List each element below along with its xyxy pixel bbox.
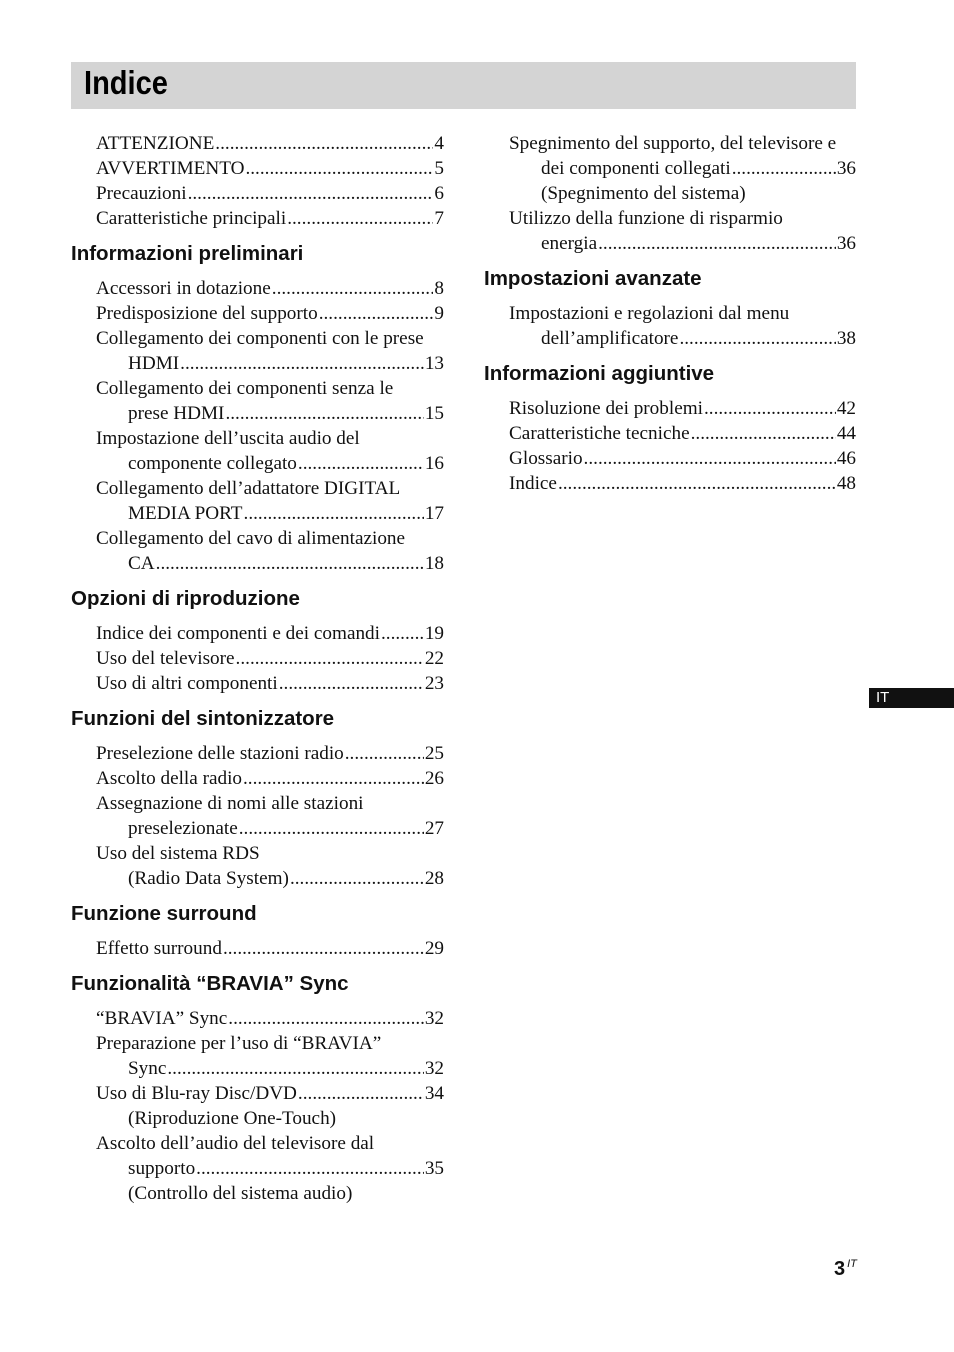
toc-entry-page: 23: [424, 673, 444, 694]
toc-entry[interactable]: [509, 471, 856, 496]
toc-entry-page: 46: [836, 448, 856, 469]
section-heading: Opzioni di riproduzione: [71, 587, 300, 610]
toc-leader-dots: [236, 646, 424, 671]
toc-leader-dots: [319, 301, 434, 326]
toc-entry-page: 15: [424, 403, 444, 424]
toc-entry[interactable]: [96, 646, 444, 671]
toc-leader-dots: [584, 446, 836, 471]
page-number-value: 3: [834, 1258, 846, 1280]
toc-entry[interactable]: [96, 791, 444, 841]
toc-entry-line: [509, 421, 856, 446]
toc-entry-line: [96, 741, 444, 766]
toc-entry[interactable]: [509, 131, 856, 206]
toc-leader-dots: [225, 401, 423, 426]
toc-entry-line: [96, 866, 444, 891]
toc-entry-line: [96, 276, 444, 301]
toc-entry-page: 44: [836, 423, 856, 444]
toc-entry[interactable]: [96, 476, 444, 526]
section-heading: Informazioni aggiuntive: [484, 362, 715, 385]
toc-entry[interactable]: [96, 621, 444, 646]
toc-entry-title: energia: [541, 233, 598, 254]
toc-entry-line: [509, 446, 856, 471]
toc-entry-first-line: Collegamento dei componenti senza le: [96, 378, 394, 399]
title-bar: [71, 62, 856, 109]
toc-entry-page: 8: [434, 278, 444, 299]
toc-entry-title: prese HDMI: [128, 403, 225, 424]
toc-entry-line: [96, 301, 444, 326]
toc-entry-first-line: Assegnazione di nomi alle stazioni: [96, 793, 364, 814]
toc-entry-page: 16: [424, 453, 444, 474]
toc-entry[interactable]: [96, 526, 444, 576]
toc-entry[interactable]: [96, 376, 444, 426]
toc-entry-line: [509, 231, 856, 256]
toc-entry-line: [96, 671, 444, 696]
section-heading: Funzionalità “BRAVIA” Sync: [71, 972, 349, 995]
toc-leader-dots: [223, 936, 424, 961]
toc-entry-page: 27: [424, 818, 444, 839]
toc-entry-title: Indice: [509, 473, 557, 494]
toc-entry-line: [96, 621, 444, 646]
toc-entry-line: [96, 816, 444, 841]
toc-entry-title: Ascolto della radio: [96, 768, 242, 789]
toc-entry[interactable]: [96, 301, 444, 326]
toc-leader-dots: [239, 816, 424, 841]
toc-entry-line: [509, 326, 856, 351]
toc-entry[interactable]: [96, 156, 444, 181]
toc-entry-page: 4: [434, 133, 444, 154]
toc-entry-title: Indice dei componenti e dei comandi: [96, 623, 380, 644]
toc-entry[interactable]: [96, 741, 444, 766]
toc-entry-line: [96, 501, 444, 526]
toc-entry[interactable]: [96, 841, 444, 891]
toc-entry-line: [96, 156, 444, 181]
toc-leader-dots: [245, 156, 433, 181]
toc-entry-title: Caratteristiche tecniche: [509, 423, 690, 444]
toc-entry[interactable]: [96, 326, 444, 376]
toc-entry-line: [96, 936, 444, 961]
toc-entry-line: [96, 1081, 444, 1106]
toc-entry-first-line: Spegnimento del supporto, del televisore e: [509, 133, 837, 154]
toc-entry-line: [96, 131, 444, 156]
toc-entry-title: Predisposizione del supporto: [96, 303, 318, 324]
toc-entry[interactable]: [96, 276, 444, 301]
toc-entry-page: 6: [434, 183, 444, 204]
toc-leader-dots: [732, 156, 836, 181]
toc-entry[interactable]: [509, 301, 856, 351]
toc-entry-note: (Controllo del sistema audio): [128, 1183, 353, 1204]
page-title: Indice: [84, 64, 168, 101]
toc-entry[interactable]: [96, 426, 444, 476]
toc-entry-page: 34: [424, 1083, 444, 1104]
toc-entry-line: [96, 206, 444, 231]
toc-leader-dots: [272, 276, 434, 301]
toc-entry[interactable]: [96, 671, 444, 696]
toc-entry-page: 22: [424, 648, 444, 669]
toc-leader-dots: [691, 421, 836, 446]
toc-entry-page: 35: [424, 1158, 444, 1179]
toc-entry-title: Caratteristiche principali: [96, 208, 287, 229]
toc-entry-title: (Radio Data System): [128, 868, 289, 889]
toc-entry-title: “BRAVIA” Sync: [96, 1008, 228, 1029]
toc-entry-title: Sync: [128, 1058, 167, 1079]
section-heading: Funzione surround: [71, 902, 257, 925]
toc-entry-line: [96, 646, 444, 671]
toc-leader-dots: [290, 866, 424, 891]
toc-entry-page: 17: [424, 503, 444, 524]
toc-leader-dots: [156, 551, 424, 576]
toc-entry-page: 5: [434, 158, 444, 179]
toc-leader-dots: [244, 501, 424, 526]
toc-entry-title: ATTENZIONE: [96, 133, 215, 154]
toc-leader-dots: [188, 181, 434, 206]
toc-entry[interactable]: [96, 206, 444, 231]
toc-entry-page: 32: [424, 1058, 444, 1079]
toc-leader-dots: [679, 326, 835, 351]
toc-entry-page: 32: [424, 1008, 444, 1029]
toc-entry-line: [96, 351, 444, 376]
toc-entry-title: Uso del televisore: [96, 648, 235, 669]
toc-entry-first-line: Impostazioni e regolazioni dal menu: [509, 303, 790, 324]
toc-entry-title: Preselezione delle stazioni radio: [96, 743, 344, 764]
toc-entry-line: [96, 1156, 444, 1181]
toc-entry-page: 29: [424, 938, 444, 959]
toc-right-column: [484, 131, 856, 496]
page-number-suffix: IT: [847, 1258, 857, 1270]
language-tab: IT: [869, 688, 954, 708]
toc-leader-dots: [598, 231, 836, 256]
toc-leader-dots: [180, 351, 424, 376]
toc-entry-line: [96, 181, 444, 206]
toc-entry[interactable]: [96, 936, 444, 961]
toc-entry-page: 36: [836, 233, 856, 254]
toc-entry-first-line: Collegamento dell’adattatore DIGITAL: [96, 478, 401, 499]
toc-entry[interactable]: [96, 131, 444, 156]
toc-entry-page: 13: [424, 353, 444, 374]
toc-entry[interactable]: [96, 1081, 444, 1131]
toc-leader-dots: [243, 766, 424, 791]
toc-entry-first-line: Uso del sistema RDS: [96, 843, 260, 864]
toc-entry-title: preselezionate: [128, 818, 238, 839]
toc-entry-title: Effetto surround: [96, 938, 222, 959]
toc-entry-title: componente collegato: [128, 453, 297, 474]
toc-entry-page: 28: [424, 868, 444, 889]
toc-leader-dots: [279, 671, 424, 696]
toc-entry-title: Precauzioni: [96, 183, 187, 204]
toc-entry-title: AVVERTIMENTO: [96, 158, 245, 179]
toc-entry[interactable]: [96, 1131, 444, 1206]
toc-entry[interactable]: [96, 766, 444, 791]
toc-leader-dots: [228, 1006, 424, 1031]
toc-entry-first-line: Collegamento del cavo di alimentazione: [96, 528, 406, 549]
toc-entry-first-line: Utilizzo della funzione di risparmio: [509, 208, 783, 229]
toc-entry[interactable]: [509, 421, 856, 446]
toc-entry-title: Accessori in dotazione: [96, 278, 271, 299]
toc-entry-title: dell’amplificatore: [541, 328, 679, 349]
toc-entry[interactable]: [509, 396, 856, 421]
toc-entry[interactable]: [509, 206, 856, 256]
toc-entry-note: (Spegnimento del sistema): [541, 183, 746, 204]
toc-leader-dots: [298, 451, 424, 476]
toc-left-column: [71, 131, 444, 1206]
toc-entry[interactable]: [96, 1031, 444, 1081]
toc-entry-page: 7: [434, 208, 444, 229]
toc-entry-line: [509, 396, 856, 421]
toc-entry-title: supporto: [128, 1158, 196, 1179]
toc-entry-first-line: Preparazione per l’uso di “BRAVIA”: [96, 1033, 382, 1054]
toc-entry-line: [509, 471, 856, 496]
toc-leader-dots: [196, 1156, 424, 1181]
toc-leader-dots: [298, 1081, 424, 1106]
toc-entry-first-line: Ascolto dell’audio del televisore dal: [96, 1133, 375, 1154]
section-heading: Funzioni del sintonizzatore: [71, 707, 335, 730]
toc-entry-page: 48: [836, 473, 856, 494]
toc-entry-first-line: Collegamento dei componenti con le prese: [96, 328, 424, 349]
toc-leader-dots: [558, 471, 836, 496]
section-heading: Informazioni preliminari: [71, 242, 304, 265]
toc-entry-page: 38: [836, 328, 856, 349]
toc-leader-dots: [287, 206, 433, 231]
toc-entry-line: [96, 451, 444, 476]
toc-leader-dots: [345, 741, 424, 766]
toc-entry-title: HDMI: [128, 353, 180, 374]
toc-leader-dots: [704, 396, 836, 421]
toc-entry-line: [96, 1056, 444, 1081]
toc-entry[interactable]: [96, 181, 444, 206]
toc-entry-page: 36: [836, 158, 856, 179]
toc-entry-page: 25: [424, 743, 444, 764]
toc-entry-line: [96, 1006, 444, 1031]
toc-entry-title: Uso di Blu-ray Disc/DVD: [96, 1083, 297, 1104]
section-heading: Impostazioni avanzate: [484, 267, 702, 290]
toc-entry-title: dei componenti collegati: [541, 158, 731, 179]
page-number: [834, 1258, 857, 1281]
toc-entry-title: CA: [128, 553, 155, 574]
toc-entry[interactable]: [509, 446, 856, 471]
toc-entry-note: (Riproduzione One-Touch): [128, 1108, 337, 1129]
toc-entry-page: 19: [424, 623, 444, 644]
toc-leader-dots: [167, 1056, 423, 1081]
toc-entry-line: [509, 156, 856, 181]
toc-entry-page: 26: [424, 768, 444, 789]
toc-entry-page: 9: [434, 303, 444, 324]
toc-entry-line: [96, 766, 444, 791]
toc-entry-line: [96, 551, 444, 576]
toc-leader-dots: [215, 131, 433, 156]
toc-entry[interactable]: [96, 1006, 444, 1031]
toc-entry-first-line: Impostazione dell’uscita audio del: [96, 428, 360, 449]
toc-entry-page: 42: [836, 398, 856, 419]
toc-entry-title: MEDIA PORT: [128, 503, 243, 524]
toc-entry-title: Uso di altri componenti: [96, 673, 278, 694]
toc-entry-title: Risoluzione dei problemi: [509, 398, 703, 419]
toc-entry-title: Glossario: [509, 448, 583, 469]
toc-entry-line: [96, 401, 444, 426]
toc-leader-dots: [381, 621, 424, 646]
toc-entry-page: 18: [424, 553, 444, 574]
